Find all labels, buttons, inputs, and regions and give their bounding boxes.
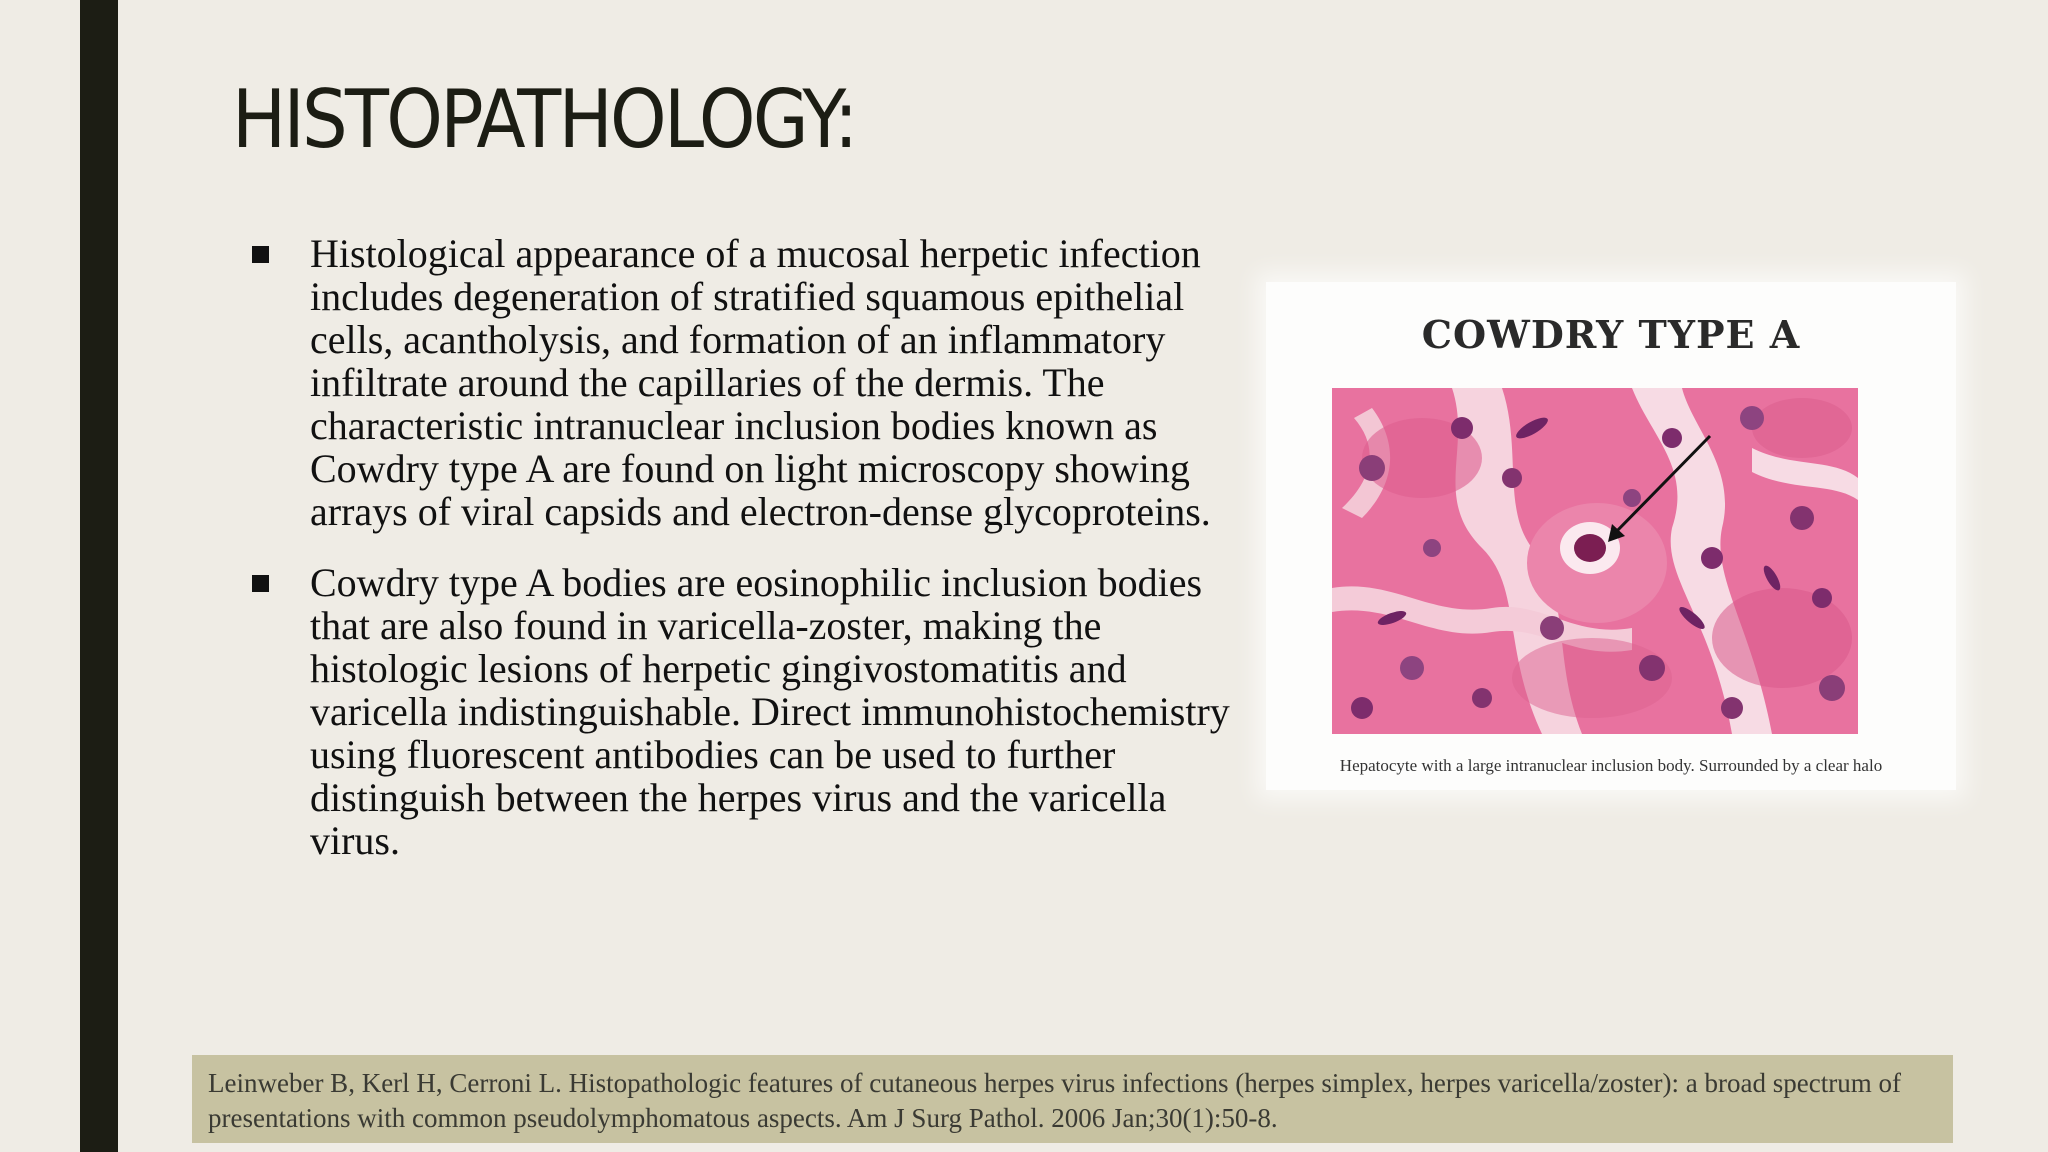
slide-title: HISTOPATHOLOGY: xyxy=(232,73,856,166)
square-bullet-icon xyxy=(252,246,269,263)
left-accent-bar xyxy=(80,0,118,1152)
square-bullet-icon xyxy=(252,575,269,592)
bullet-list xyxy=(244,232,1244,890)
micrograph-image xyxy=(1332,388,1858,734)
bullet-item xyxy=(244,561,1244,862)
cowdry-figure xyxy=(1266,282,1956,790)
citation-box xyxy=(192,1055,1953,1143)
bullet-text: Cowdry type A bodies are eosinophilic inclusion bodies that are also found in varicella-zoster, making the histologic lesions of herpetic gingivostomatitis and varicella indistinguishable. Direct immunohistochemistry using fluorescent antibodies can be used to further distinguish between the herpes virus and the varicella virus. xyxy=(310,560,1230,863)
figure-title: COWDRY TYPE A xyxy=(1421,312,1801,357)
figure-caption: Hepatocyte with a large intranuclear inclusion body. Surrounded by a clear halo xyxy=(1339,756,1883,775)
citation-text: Leinweber B, Kerl H, Cerroni L. Histopathologic features of cutaneous herpes virus infections (herpes simplex, herpes varicella/zoster): a broad spectrum of presentations with common pseudolymphomatous aspects. Am J Surg Pathol. 2006 Jan;30(1):50-8. xyxy=(208,1068,1901,1133)
bullet-item xyxy=(244,232,1244,533)
bullet-text: Histological appearance of a mucosal herpetic infection includes degeneration of stratified squamous epithelial cells, acantholysis, and formation of an inflammatory infiltrate around the capillaries of the dermis. The characteristic intranuclear inclusion bodies known as Cowdry type A are found on light microscopy showing arrays of viral capsids and electron-dense glycoproteins. xyxy=(310,231,1211,534)
